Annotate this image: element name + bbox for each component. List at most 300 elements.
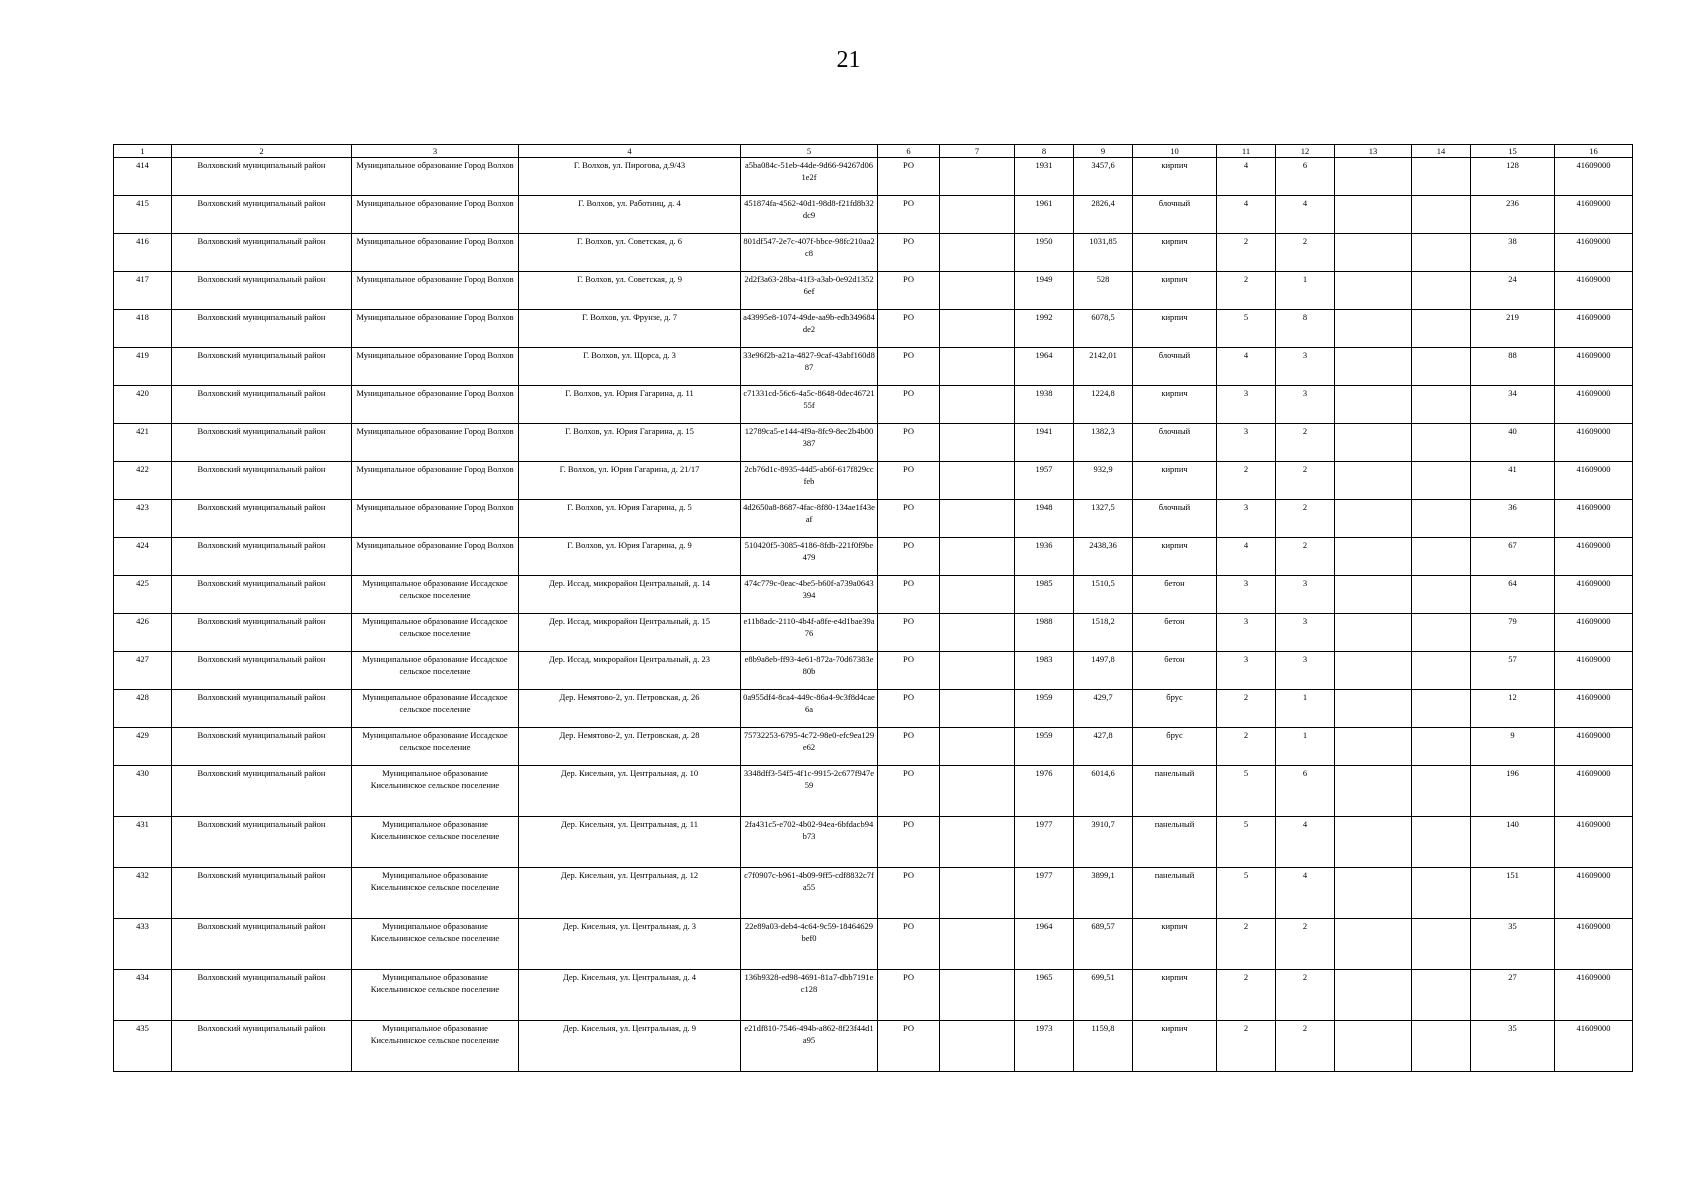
- municipality-cell: Муниципальное образование Город Волхов: [352, 158, 519, 196]
- column-header: 1: [114, 145, 172, 158]
- address-cell: Дер. Немятово-2, ул. Петровская, д. 26: [519, 690, 741, 728]
- wall-material-cell: панельный: [1133, 817, 1217, 868]
- table-row: [114, 766, 1633, 817]
- table-row: [114, 272, 1633, 310]
- column-7-cell: [940, 424, 1015, 462]
- column-13-cell: [1335, 868, 1412, 919]
- ownership-type-cell: РО: [878, 424, 940, 462]
- column-13-cell: [1335, 766, 1412, 817]
- ownership-type-cell: РО: [878, 348, 940, 386]
- address-cell: Г. Волхов, ул. Юрия Гагарина, д. 21/17: [519, 462, 741, 500]
- column-13-cell: [1335, 1021, 1412, 1072]
- column-14-cell: [1412, 538, 1471, 576]
- floors-cell: 5: [1217, 766, 1276, 817]
- wall-material-cell: панельный: [1133, 868, 1217, 919]
- ownership-type-cell: РО: [878, 234, 940, 272]
- floors-cell: 3: [1217, 614, 1276, 652]
- table-row: [114, 196, 1633, 234]
- row-number: 434: [114, 970, 172, 1021]
- row-number: 431: [114, 817, 172, 868]
- column-7-cell: [940, 538, 1015, 576]
- column-13-cell: [1335, 576, 1412, 614]
- column-7-cell: [940, 690, 1015, 728]
- area-cell: 1497,8: [1074, 652, 1133, 690]
- oktmo-cell: 41609000: [1555, 1021, 1633, 1072]
- table-row: [114, 348, 1633, 386]
- wall-material-cell: панельный: [1133, 766, 1217, 817]
- residents-cell: 27: [1471, 970, 1555, 1021]
- column-13-cell: [1335, 690, 1412, 728]
- column-13-cell: [1335, 728, 1412, 766]
- house-uuid-cell: 136b9328-ed98-4691-81a7-dbb7191ec128: [741, 970, 878, 1021]
- column-header: 4: [519, 145, 741, 158]
- column-14-cell: [1412, 690, 1471, 728]
- row-number: 417: [114, 272, 172, 310]
- wall-material-cell: кирпич: [1133, 234, 1217, 272]
- area-cell: 689,57: [1074, 919, 1133, 970]
- municipality-cell: Муниципальное образование Город Волхов: [352, 424, 519, 462]
- wall-material-cell: бетон: [1133, 576, 1217, 614]
- municipality-cell: Муниципальное образование Кисельнинское сельское поселение: [352, 817, 519, 868]
- column-7-cell: [940, 310, 1015, 348]
- district-cell: Волховский муниципальный район: [172, 690, 352, 728]
- wall-material-cell: блочный: [1133, 348, 1217, 386]
- address-cell: Г. Волхов, ул. Юрия Гагарина, д. 15: [519, 424, 741, 462]
- residents-cell: 36: [1471, 500, 1555, 538]
- entrances-cell: 2: [1276, 462, 1335, 500]
- header-row: [114, 145, 1633, 158]
- row-number: 426: [114, 614, 172, 652]
- entrances-cell: 2: [1276, 424, 1335, 462]
- table-row: [114, 690, 1633, 728]
- row-number: 428: [114, 690, 172, 728]
- address-cell: Дер. Иссад, микрорайон Центральный, д. 14: [519, 576, 741, 614]
- floors-cell: 5: [1217, 868, 1276, 919]
- house-uuid-cell: 510420f5-3085-4186-8fdb-221f0f9be479: [741, 538, 878, 576]
- year-built-cell: 1973: [1015, 1021, 1074, 1072]
- year-built-cell: 1950: [1015, 234, 1074, 272]
- oktmo-cell: 41609000: [1555, 728, 1633, 766]
- table-row: [114, 576, 1633, 614]
- row-number: 430: [114, 766, 172, 817]
- district-cell: Волховский муниципальный район: [172, 614, 352, 652]
- house-uuid-cell: 22e89a03-deb4-4c64-9c59-18464629bef0: [741, 919, 878, 970]
- column-header: 16: [1555, 145, 1633, 158]
- address-cell: Дер. Кисельня, ул. Центральная, д. 9: [519, 1021, 741, 1072]
- area-cell: 427,8: [1074, 728, 1133, 766]
- column-7-cell: [940, 158, 1015, 196]
- ownership-type-cell: РО: [878, 728, 940, 766]
- district-cell: Волховский муниципальный район: [172, 652, 352, 690]
- oktmo-cell: 41609000: [1555, 348, 1633, 386]
- year-built-cell: 1948: [1015, 500, 1074, 538]
- column-13-cell: [1335, 348, 1412, 386]
- district-cell: Волховский муниципальный район: [172, 1021, 352, 1072]
- entrances-cell: 2: [1276, 1021, 1335, 1072]
- address-cell: Г. Волхов, ул. Щорса, д. 3: [519, 348, 741, 386]
- year-built-cell: 1941: [1015, 424, 1074, 462]
- column-header: 14: [1412, 145, 1471, 158]
- floors-cell: 2: [1217, 1021, 1276, 1072]
- area-cell: 1224,8: [1074, 386, 1133, 424]
- house-uuid-cell: c7f0907c-b961-4b09-9ff5-cdf8832c7fa55: [741, 868, 878, 919]
- table-row: [114, 500, 1633, 538]
- year-built-cell: 1959: [1015, 690, 1074, 728]
- column-14-cell: [1412, 970, 1471, 1021]
- wall-material-cell: бетон: [1133, 652, 1217, 690]
- address-cell: Дер. Иссад, микрорайон Центральный, д. 15: [519, 614, 741, 652]
- wall-material-cell: блочный: [1133, 196, 1217, 234]
- municipality-cell: Муниципальное образование Кисельнинское сельское поселение: [352, 970, 519, 1021]
- entrances-cell: 4: [1276, 817, 1335, 868]
- district-cell: Волховский муниципальный район: [172, 919, 352, 970]
- floors-cell: 3: [1217, 424, 1276, 462]
- oktmo-cell: 41609000: [1555, 158, 1633, 196]
- column-14-cell: [1412, 868, 1471, 919]
- area-cell: 1510,5: [1074, 576, 1133, 614]
- residents-cell: 64: [1471, 576, 1555, 614]
- municipality-cell: Муниципальное образование Иссадское сельское поселение: [352, 728, 519, 766]
- address-cell: Дер. Кисельня, ул. Центральная, д. 10: [519, 766, 741, 817]
- year-built-cell: 1992: [1015, 310, 1074, 348]
- column-7-cell: [940, 576, 1015, 614]
- table-row: [114, 310, 1633, 348]
- oktmo-cell: 41609000: [1555, 196, 1633, 234]
- row-number: 422: [114, 462, 172, 500]
- ownership-type-cell: РО: [878, 272, 940, 310]
- column-7-cell: [940, 1021, 1015, 1072]
- municipality-cell: Муниципальное образование Город Волхов: [352, 386, 519, 424]
- floors-cell: 3: [1217, 386, 1276, 424]
- table-row: [114, 158, 1633, 196]
- column-13-cell: [1335, 919, 1412, 970]
- entrances-cell: 4: [1276, 196, 1335, 234]
- housing-registry-table: [113, 144, 1633, 1072]
- residents-cell: 38: [1471, 234, 1555, 272]
- area-cell: 3910,7: [1074, 817, 1133, 868]
- residents-cell: 219: [1471, 310, 1555, 348]
- floors-cell: 2: [1217, 728, 1276, 766]
- residents-cell: 236: [1471, 196, 1555, 234]
- address-cell: Дер. Кисельня, ул. Центральная, д. 4: [519, 970, 741, 1021]
- year-built-cell: 1964: [1015, 919, 1074, 970]
- wall-material-cell: кирпич: [1133, 386, 1217, 424]
- column-14-cell: [1412, 234, 1471, 272]
- ownership-type-cell: РО: [878, 386, 940, 424]
- house-uuid-cell: 33e96f2b-a21a-4827-9caf-43abf160d887: [741, 348, 878, 386]
- district-cell: Волховский муниципальный район: [172, 970, 352, 1021]
- house-uuid-cell: 3348dff3-54f5-4f1c-9915-2c677f947e59: [741, 766, 878, 817]
- row-number: 421: [114, 424, 172, 462]
- oktmo-cell: 41609000: [1555, 234, 1633, 272]
- year-built-cell: 1976: [1015, 766, 1074, 817]
- municipality-cell: Муниципальное образование Кисельнинское сельское поселение: [352, 1021, 519, 1072]
- entrances-cell: 1: [1276, 272, 1335, 310]
- entrances-cell: 3: [1276, 614, 1335, 652]
- column-13-cell: [1335, 272, 1412, 310]
- column-7-cell: [940, 766, 1015, 817]
- wall-material-cell: кирпич: [1133, 919, 1217, 970]
- floors-cell: 2: [1217, 919, 1276, 970]
- address-cell: Г. Волхов, ул. Юрия Гагарина, д. 9: [519, 538, 741, 576]
- floors-cell: 2: [1217, 234, 1276, 272]
- area-cell: 1518,2: [1074, 614, 1133, 652]
- entrances-cell: 1: [1276, 690, 1335, 728]
- column-14-cell: [1412, 919, 1471, 970]
- column-14-cell: [1412, 728, 1471, 766]
- column-13-cell: [1335, 817, 1412, 868]
- house-uuid-cell: c71331cd-56c6-4a5c-8648-0dec4672155f: [741, 386, 878, 424]
- wall-material-cell: кирпич: [1133, 310, 1217, 348]
- area-cell: 6078,5: [1074, 310, 1133, 348]
- district-cell: Волховский муниципальный район: [172, 728, 352, 766]
- entrances-cell: 6: [1276, 158, 1335, 196]
- area-cell: 2142,01: [1074, 348, 1133, 386]
- column-14-cell: [1412, 614, 1471, 652]
- area-cell: 3457,6: [1074, 158, 1133, 196]
- municipality-cell: Муниципальное образование Город Волхов: [352, 348, 519, 386]
- column-header: 15: [1471, 145, 1555, 158]
- wall-material-cell: кирпич: [1133, 158, 1217, 196]
- ownership-type-cell: РО: [878, 919, 940, 970]
- entrances-cell: 8: [1276, 310, 1335, 348]
- address-cell: Г. Волхов, ул. Советская, д. 6: [519, 234, 741, 272]
- column-7-cell: [940, 348, 1015, 386]
- column-14-cell: [1412, 158, 1471, 196]
- row-number: 415: [114, 196, 172, 234]
- column-13-cell: [1335, 614, 1412, 652]
- year-built-cell: 1985: [1015, 576, 1074, 614]
- wall-material-cell: кирпич: [1133, 272, 1217, 310]
- oktmo-cell: 41609000: [1555, 576, 1633, 614]
- table-row: [114, 970, 1633, 1021]
- residents-cell: 151: [1471, 868, 1555, 919]
- address-cell: Дер. Кисельня, ул. Центральная, д. 12: [519, 868, 741, 919]
- house-uuid-cell: 474c779c-0eac-4be5-b60f-a739a0643394: [741, 576, 878, 614]
- column-header: 5: [741, 145, 878, 158]
- column-7-cell: [940, 919, 1015, 970]
- address-cell: Г. Волхов, ул. Юрия Гагарина, д. 5: [519, 500, 741, 538]
- floors-cell: 2: [1217, 970, 1276, 1021]
- entrances-cell: 3: [1276, 386, 1335, 424]
- column-header: 2: [172, 145, 352, 158]
- house-uuid-cell: 2d2f3a63-28ba-41f3-a3ab-0e92d13526ef: [741, 272, 878, 310]
- column-7-cell: [940, 970, 1015, 1021]
- row-number: 433: [114, 919, 172, 970]
- column-header: 6: [878, 145, 940, 158]
- residents-cell: 35: [1471, 1021, 1555, 1072]
- ownership-type-cell: РО: [878, 158, 940, 196]
- wall-material-cell: кирпич: [1133, 1021, 1217, 1072]
- column-header: 3: [352, 145, 519, 158]
- area-cell: 1159,8: [1074, 1021, 1133, 1072]
- column-13-cell: [1335, 386, 1412, 424]
- district-cell: Волховский муниципальный район: [172, 538, 352, 576]
- ownership-type-cell: РО: [878, 196, 940, 234]
- area-cell: 2826,4: [1074, 196, 1133, 234]
- year-built-cell: 1977: [1015, 868, 1074, 919]
- column-header: 8: [1015, 145, 1074, 158]
- row-number: 427: [114, 652, 172, 690]
- column-header: 10: [1133, 145, 1217, 158]
- year-built-cell: 1988: [1015, 614, 1074, 652]
- table-row: [114, 1021, 1633, 1072]
- year-built-cell: 1959: [1015, 728, 1074, 766]
- column-7-cell: [940, 272, 1015, 310]
- municipality-cell: Муниципальное образование Город Волхов: [352, 196, 519, 234]
- table-row: [114, 386, 1633, 424]
- house-uuid-cell: a5ba084c-51eb-44de-9d66-94267d061e2f: [741, 158, 878, 196]
- year-built-cell: 1931: [1015, 158, 1074, 196]
- column-13-cell: [1335, 158, 1412, 196]
- wall-material-cell: брус: [1133, 690, 1217, 728]
- district-cell: Волховский муниципальный район: [172, 462, 352, 500]
- column-14-cell: [1412, 272, 1471, 310]
- column-14-cell: [1412, 576, 1471, 614]
- oktmo-cell: 41609000: [1555, 868, 1633, 919]
- column-14-cell: [1412, 348, 1471, 386]
- wall-material-cell: брус: [1133, 728, 1217, 766]
- district-cell: Волховский муниципальный район: [172, 766, 352, 817]
- entrances-cell: 2: [1276, 234, 1335, 272]
- table-row: [114, 652, 1633, 690]
- column-7-cell: [940, 728, 1015, 766]
- house-uuid-cell: 2cb76d1c-8935-44d5-ab6f-617f829ccfeb: [741, 462, 878, 500]
- district-cell: Волховский муниципальный район: [172, 817, 352, 868]
- oktmo-cell: 41609000: [1555, 817, 1633, 868]
- house-uuid-cell: 0a955df4-8ca4-449c-86a4-9c3f8d4cae6a: [741, 690, 878, 728]
- oktmo-cell: 41609000: [1555, 690, 1633, 728]
- table-row: [114, 919, 1633, 970]
- column-14-cell: [1412, 196, 1471, 234]
- house-uuid-cell: e8b9a8eb-ff93-4e61-872a-70d67383e80b: [741, 652, 878, 690]
- floors-cell: 3: [1217, 500, 1276, 538]
- house-uuid-cell: 75732253-6795-4c72-98e0-efc9ea129e62: [741, 728, 878, 766]
- row-number: 432: [114, 868, 172, 919]
- row-number: 420: [114, 386, 172, 424]
- table-row: [114, 234, 1633, 272]
- district-cell: Волховский муниципальный район: [172, 386, 352, 424]
- wall-material-cell: блочный: [1133, 424, 1217, 462]
- column-7-cell: [940, 868, 1015, 919]
- municipality-cell: Муниципальное образование Город Волхов: [352, 500, 519, 538]
- ownership-type-cell: РО: [878, 462, 940, 500]
- residents-cell: 57: [1471, 652, 1555, 690]
- row-number: 424: [114, 538, 172, 576]
- column-7-cell: [940, 652, 1015, 690]
- wall-material-cell: кирпич: [1133, 538, 1217, 576]
- table-row: [114, 538, 1633, 576]
- year-built-cell: 1983: [1015, 652, 1074, 690]
- municipality-cell: Муниципальное образование Иссадское сельское поселение: [352, 690, 519, 728]
- municipality-cell: Муниципальное образование Город Волхов: [352, 272, 519, 310]
- row-number: 429: [114, 728, 172, 766]
- ownership-type-cell: РО: [878, 538, 940, 576]
- municipality-cell: Муниципальное образование Кисельнинское сельское поселение: [352, 919, 519, 970]
- column-14-cell: [1412, 462, 1471, 500]
- area-cell: 1382,3: [1074, 424, 1133, 462]
- municipality-cell: Муниципальное образование Город Волхов: [352, 234, 519, 272]
- district-cell: Волховский муниципальный район: [172, 500, 352, 538]
- area-cell: 429,7: [1074, 690, 1133, 728]
- year-built-cell: 1977: [1015, 817, 1074, 868]
- row-number: 418: [114, 310, 172, 348]
- district-cell: Волховский муниципальный район: [172, 424, 352, 462]
- house-uuid-cell: 451874fa-4562-40d1-98d8-f21fd8b32dc9: [741, 196, 878, 234]
- address-cell: Г. Волхов, ул. Работниц, д. 4: [519, 196, 741, 234]
- district-cell: Волховский муниципальный район: [172, 158, 352, 196]
- entrances-cell: 1: [1276, 728, 1335, 766]
- wall-material-cell: кирпич: [1133, 970, 1217, 1021]
- house-uuid-cell: a43995e8-1074-49de-aa9b-edb349684de2: [741, 310, 878, 348]
- oktmo-cell: 41609000: [1555, 538, 1633, 576]
- residents-cell: 128: [1471, 158, 1555, 196]
- residents-cell: 35: [1471, 919, 1555, 970]
- area-cell: 699,51: [1074, 970, 1133, 1021]
- entrances-cell: 3: [1276, 576, 1335, 614]
- column-7-cell: [940, 196, 1015, 234]
- column-14-cell: [1412, 386, 1471, 424]
- oktmo-cell: 41609000: [1555, 462, 1633, 500]
- municipality-cell: Муниципальное образование Кисельнинское сельское поселение: [352, 766, 519, 817]
- column-7-cell: [940, 500, 1015, 538]
- table-row: [114, 728, 1633, 766]
- column-13-cell: [1335, 500, 1412, 538]
- address-cell: Дер. Кисельня, ул. Центральная, д. 3: [519, 919, 741, 970]
- oktmo-cell: 41609000: [1555, 500, 1633, 538]
- house-uuid-cell: 4d2650a8-8687-4fac-8f80-134ae1f43eaf: [741, 500, 878, 538]
- column-14-cell: [1412, 310, 1471, 348]
- table-body: [114, 158, 1633, 1072]
- column-13-cell: [1335, 462, 1412, 500]
- municipality-cell: Муниципальное образование Кисельнинское сельское поселение: [352, 868, 519, 919]
- entrances-cell: 3: [1276, 348, 1335, 386]
- row-number: 416: [114, 234, 172, 272]
- address-cell: Дер. Кисельня, ул. Центральная, д. 11: [519, 817, 741, 868]
- floors-cell: 3: [1217, 652, 1276, 690]
- municipality-cell: Муниципальное образование Город Волхов: [352, 310, 519, 348]
- residents-cell: 40: [1471, 424, 1555, 462]
- district-cell: Волховский муниципальный район: [172, 196, 352, 234]
- area-cell: 3899,1: [1074, 868, 1133, 919]
- column-13-cell: [1335, 234, 1412, 272]
- floors-cell: 4: [1217, 158, 1276, 196]
- oktmo-cell: 41609000: [1555, 310, 1633, 348]
- year-built-cell: 1965: [1015, 970, 1074, 1021]
- table-row: [114, 462, 1633, 500]
- column-14-cell: [1412, 766, 1471, 817]
- area-cell: 1031,85: [1074, 234, 1133, 272]
- area-cell: 2438,36: [1074, 538, 1133, 576]
- column-7-cell: [940, 614, 1015, 652]
- municipality-cell: Муниципальное образование Иссадское сельское поселение: [352, 614, 519, 652]
- wall-material-cell: блочный: [1133, 500, 1217, 538]
- entrances-cell: 6: [1276, 766, 1335, 817]
- column-header: 7: [940, 145, 1015, 158]
- ownership-type-cell: РО: [878, 652, 940, 690]
- column-13-cell: [1335, 970, 1412, 1021]
- address-cell: Г. Волхов, ул. Фрунзе, д. 7: [519, 310, 741, 348]
- address-cell: Дер. Немятово-2, ул. Петровская, д. 28: [519, 728, 741, 766]
- table-row: [114, 868, 1633, 919]
- district-cell: Волховский муниципальный район: [172, 868, 352, 919]
- column-header: 11: [1217, 145, 1276, 158]
- residents-cell: 34: [1471, 386, 1555, 424]
- municipality-cell: Муниципальное образование Иссадское сельское поселение: [352, 576, 519, 614]
- floors-cell: 4: [1217, 196, 1276, 234]
- district-cell: Волховский муниципальный район: [172, 576, 352, 614]
- year-built-cell: 1957: [1015, 462, 1074, 500]
